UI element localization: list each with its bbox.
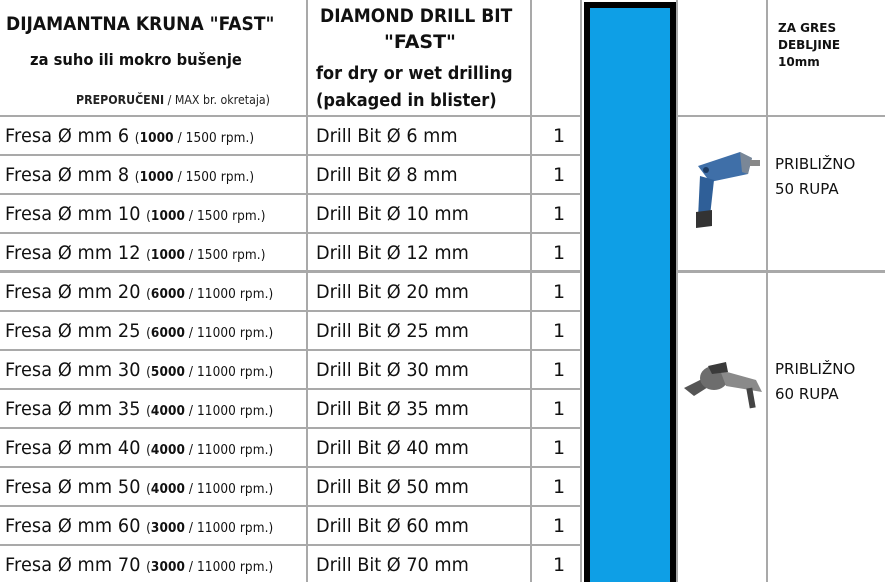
rpm-recommended: 3000 xyxy=(150,521,185,536)
header-title-hr: DIJAMANTNA KRUNA "FAST" xyxy=(6,13,275,35)
fresa-cell xyxy=(5,468,273,506)
drill-bit-cell: Drill Bit Ø 12 mm xyxy=(316,242,469,264)
rpm-max: / 1500 rpm.) xyxy=(184,248,266,263)
rpm-recommended: 1000 xyxy=(150,209,185,224)
header-subtitle-en-line2: (pakaged in blister) xyxy=(316,90,497,111)
quantity-cell: 1 xyxy=(552,554,566,576)
rpm-value: (6000 / 11000 rpm.) xyxy=(146,326,274,341)
rpm-label xyxy=(76,93,270,107)
group-note-2 xyxy=(775,357,855,407)
rpm-value: (1000 / 1500 rpm.) xyxy=(146,209,266,224)
rpm-max: / 11000 rpm.) xyxy=(184,287,274,302)
column-divider xyxy=(530,0,532,582)
rpm-value: (3000 / 11000 rpm.) xyxy=(146,521,274,536)
fresa-cell xyxy=(5,156,254,194)
group-note-1-line2: 50 RUPA xyxy=(775,180,839,198)
fresa-label: Fresa Ø mm 40 xyxy=(5,437,141,459)
rpm-recommended: 6000 xyxy=(150,287,185,302)
rpm-recommended: 4000 xyxy=(150,482,185,497)
rpm-recommended: 1000 xyxy=(139,170,174,185)
rpm-recommended: 4000 xyxy=(150,443,185,458)
drill-bit-cell: Drill Bit Ø 30 mm xyxy=(316,359,469,381)
quantity-cell: 1 xyxy=(552,359,566,381)
rpm-max: / 1500 rpm.) xyxy=(173,131,255,146)
quantity-cell: 1 xyxy=(552,242,566,264)
rpm-recommended: 3000 xyxy=(150,560,185,575)
thickness-note xyxy=(778,20,840,71)
drill-icon xyxy=(690,146,762,232)
rpm-value: (1000 / 1500 rpm.) xyxy=(134,131,255,146)
rpm-recommended: 1000 xyxy=(139,131,174,146)
drill-bit-cell: Drill Bit Ø 60 mm xyxy=(316,515,469,537)
fresa-cell xyxy=(5,429,273,467)
thickness-note-line1: ZA GRES xyxy=(778,21,837,35)
column-divider xyxy=(676,0,678,582)
blister-color-bar xyxy=(584,2,676,582)
rpm-value: (1000 / 1500 rpm.) xyxy=(146,248,266,263)
quantity-cell: 1 xyxy=(552,476,566,498)
rpm-max: / 11000 rpm.) xyxy=(184,404,274,419)
fresa-label: Fresa Ø mm 50 xyxy=(5,476,141,498)
header-title-en xyxy=(320,3,530,55)
rpm-max: / 11000 rpm.) xyxy=(184,443,274,458)
rpm-value: (4000 / 11000 rpm.) xyxy=(146,404,274,419)
rpm-max: / 11000 rpm.) xyxy=(184,482,274,497)
rpm-max: / 1500 rpm.) xyxy=(184,209,266,224)
rpm-value: (3000 / 11000 rpm.) xyxy=(146,560,274,575)
rpm-max: / 11000 rpm.) xyxy=(184,521,274,536)
drill-bit-cell: Drill Bit Ø 10 mm xyxy=(316,203,469,225)
thickness-note-line2: DEBLJINE xyxy=(778,38,841,52)
rpm-max: / 11000 rpm.) xyxy=(184,560,274,575)
fresa-cell xyxy=(5,351,273,389)
fresa-label: Fresa Ø mm 60 xyxy=(5,515,141,537)
rpm-value: (1000 / 1500 rpm.) xyxy=(134,170,255,185)
rpm-recommended: 4000 xyxy=(150,404,185,419)
fresa-cell xyxy=(5,273,273,311)
fresa-label: Fresa Ø mm 30 xyxy=(5,359,141,381)
column-divider xyxy=(306,0,308,582)
header-subtitle-en-line1: for dry or wet drilling xyxy=(316,63,513,84)
header-subtitle-hr: za suho ili mokro bušenje xyxy=(30,50,242,69)
quantity-cell: 1 xyxy=(552,203,566,225)
header-title-en-line1: DIAMOND DRILL BIT xyxy=(320,5,513,27)
fresa-cell xyxy=(5,117,254,155)
fresa-label: Fresa Ø mm 25 xyxy=(5,320,141,342)
fresa-label: Fresa Ø mm 12 xyxy=(5,242,141,264)
thickness-note-line3: 10mm xyxy=(778,55,820,69)
quantity-cell: 1 xyxy=(552,398,566,420)
drill-bit-cell: Drill Bit Ø 50 mm xyxy=(316,476,469,498)
quantity-cell: 1 xyxy=(552,320,566,342)
drill-bit-cell: Drill Bit Ø 8 mm xyxy=(316,164,458,186)
drill-bit-cell: Drill Bit Ø 40 mm xyxy=(316,437,469,459)
rpm-value: (6000 / 11000 rpm.) xyxy=(146,287,274,302)
column-divider xyxy=(580,0,582,582)
rpm-recommended: 6000 xyxy=(150,326,185,341)
fresa-cell xyxy=(5,195,266,233)
fresa-label: Fresa Ø mm 20 xyxy=(5,281,141,303)
header-subtitle-en xyxy=(316,60,513,114)
row-divider xyxy=(676,115,885,117)
angle-grinder-icon xyxy=(682,352,768,410)
rpm-recommended: 5000 xyxy=(150,365,185,380)
rpm-label-rest: / MAX br. okretaja) xyxy=(164,93,270,107)
fresa-cell xyxy=(5,234,266,272)
rpm-value: (4000 / 11000 rpm.) xyxy=(146,443,274,458)
header-title-en-line2: "FAST" xyxy=(384,31,456,53)
quantity-cell: 1 xyxy=(552,437,566,459)
rpm-value: (5000 / 11000 rpm.) xyxy=(146,365,274,380)
rpm-recommended: 1000 xyxy=(150,248,185,263)
fresa-cell xyxy=(5,312,273,350)
rpm-max: / 11000 rpm.) xyxy=(184,365,274,380)
rpm-value: (4000 / 11000 rpm.) xyxy=(146,482,274,497)
drill-bit-cell: Drill Bit Ø 70 mm xyxy=(316,554,469,576)
drill-bit-cell: Drill Bit Ø 20 mm xyxy=(316,281,469,303)
drill-bit-cell: Drill Bit Ø 6 mm xyxy=(316,125,458,147)
drill-bit-cell: Drill Bit Ø 25 mm xyxy=(316,320,469,342)
quantity-cell: 1 xyxy=(552,515,566,537)
fresa-cell xyxy=(5,546,273,584)
fresa-label: Fresa Ø mm 6 xyxy=(5,125,130,147)
fresa-label: Fresa Ø mm 35 xyxy=(5,398,141,420)
fresa-label: Fresa Ø mm 70 xyxy=(5,554,141,576)
quantity-cell: 1 xyxy=(552,281,566,303)
drill-bit-cell: Drill Bit Ø 35 mm xyxy=(316,398,469,420)
rpm-max: / 1500 rpm.) xyxy=(173,170,255,185)
rpm-max: / 11000 rpm.) xyxy=(184,326,274,341)
fresa-label: Fresa Ø mm 8 xyxy=(5,164,130,186)
quantity-cell: 1 xyxy=(552,164,566,186)
quantity-cell: 1 xyxy=(552,125,566,147)
column-divider xyxy=(766,0,768,582)
group-note-2-line1: PRIBLIŽNO xyxy=(775,360,856,378)
group-note-1-line1: PRIBLIŽNO xyxy=(775,155,856,173)
group-note-1 xyxy=(775,152,855,202)
group-note-2-line2: 60 RUPA xyxy=(775,385,839,403)
fresa-label: Fresa Ø mm 10 xyxy=(5,203,141,225)
fresa-cell xyxy=(5,507,273,545)
rpm-label-bold: PREPORUČENI xyxy=(76,93,165,107)
fresa-cell xyxy=(5,390,273,428)
row-divider xyxy=(676,270,885,273)
